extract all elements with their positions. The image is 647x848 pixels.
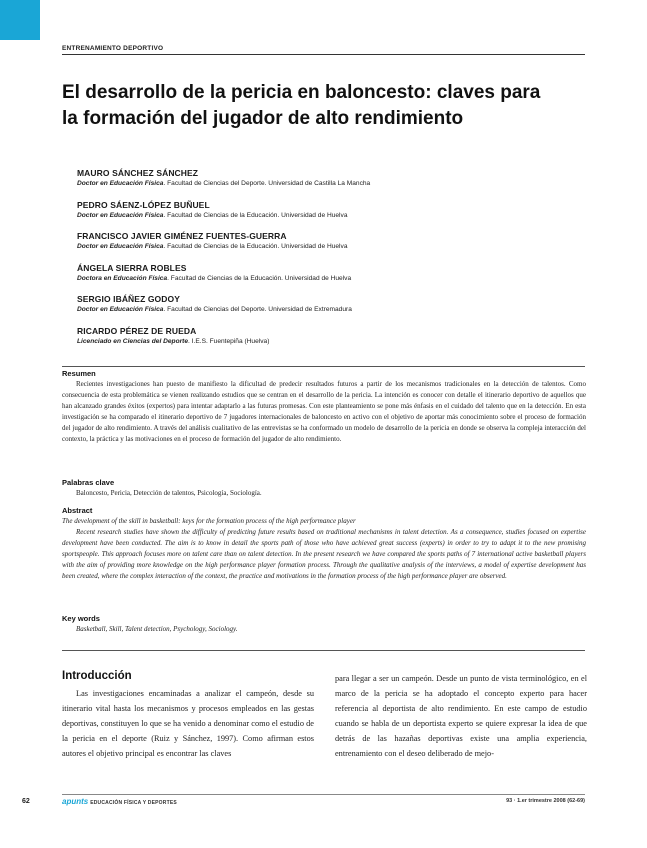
author-name: MAURO SÁNCHEZ SÁNCHEZ [77,168,199,178]
author-institution: . I.E.S. Fuentepiña (Huelva) [188,337,270,345]
author-affiliation [77,211,577,221]
section-label: ENTRENAMIENTO DEPORTIVO [62,45,164,52]
article-title: El desarrollo de la pericia en baloncesto: claves para la formación del jugador de alto rendimiento [62,82,541,129]
author-degree: Doctor en Educación Física [77,306,164,313]
author-entry [77,325,577,357]
author-degree: Licenciado en Ciencias del Deporte [77,337,189,345]
resumen-section [62,369,586,445]
author-institution: . Facultad de Ciencias del Deporte. Universidad de Castilla La Mancha [163,180,371,187]
page-number: 62 [22,798,30,805]
author-list [77,167,577,356]
author-name: FRANCISCO JAVIER GIMÉNEZ FUENTES-GUERRA [77,231,287,241]
author-entry [77,293,577,325]
keywords-heading: Key words [62,614,100,623]
intro-heading: Introducción [62,670,132,682]
footer-rule [62,794,585,795]
author-entry [77,230,577,262]
author-institution: . Facultad de Ciencias del Deporte. Universidad de Extremadura [163,306,352,313]
palabras-clave-heading: Palabras clave [62,478,115,487]
intro-column-right: para llegar a ser un campeón. Desde un punto de vista terminológico, en el marco de la pericia se ha adoptado el concepto experto para hacer referencia al deportista de alto rendimiento. En este campo de estudio cuando se habla de un deportista experto se quiere expresar la idea de que detrás de las hazañas deportivas existe una amplia experiencia, entrenamiento con el deseo deliberado de mejo- [335,674,587,758]
author-entry [77,262,577,294]
intro-column-left: Las investigaciones encaminadas a analizar el campeón, desde su itinerario vital hasta los mecanismos y procesos empleados en las gestas deportivas, constituyen lo que se ha venido a denominar como el estudio de la pericia en el deporte (Ruiz y Sánchez, 1997). Como afirman estos autores el objetivo principal es encontrar las claves [62,689,314,758]
author-degree: Doctor en Educación Física [77,180,164,187]
abstract-top-rule [62,366,585,367]
author-affiliation [77,337,577,347]
author-entry [77,199,577,231]
journal-subtitle: EDUCACIÓN FÍSICA Y DEPORTES [90,800,177,806]
journal-logo: apunts [62,797,89,806]
resumen-body: Recientes investigaciones han puesto de manifiesto la dificultad de predecir resultados futuros a partir de los mecanismos tradicionales en la detección de talentos. Como consecuencia de esta problemática se vienen realizando estudios que se centran en el desarrollo de la pericia. La intención es conocer con detalle el itinerario deportivo de aquellos que han alcanzado grandes éxitos (expertos) para intentar adaptarlo a las futuras promesas. Con este planteamiento se pone más énfasis en el cuidado del talento que en la detección. En esta investigación se ha comparado el itinerario deportivo de 7 jugadores internacionales de baloncesto en activo con el objetivo de aportar más conocimiento sobre el proceso de formación del jugador de alto rendimiento. A través del análisis cualitativo de las entrevistas se ha conformado un modelo de desarrollo de la pericia en donde se observa la compleja interacción del contexto, la práctica y las motivaciones en el proceso de formación del jugador de alto rendimiento. [62,380,586,443]
author-name: RICARDO PÉREZ DE RUEDA [77,325,197,336]
author-name: PEDRO SÁENZ-LÓPEZ BUÑUEL [77,199,210,210]
keywords-section [62,614,586,635]
journal-brand [62,797,177,806]
resumen-heading: Resumen [62,369,96,378]
author-institution: . Facultad de Ciencias de la Educación. Universidad de Huelva [163,211,348,219]
author-affiliation [77,305,577,315]
author-affiliation [77,242,577,252]
author-name: SERGIO IBÁÑEZ GODOY [77,294,180,304]
abstract-heading: Abstract [62,506,93,515]
abstract-bottom-rule [62,650,585,651]
author-institution: . Facultad de Ciencias de la Educación. Universidad de Huelva [167,274,352,282]
palabras-clave-body: Baloncesto, Pericia, Detección de talentos, Psicología, Sociología. [76,489,262,497]
palabras-clave-section [62,478,586,499]
header-rule [62,54,585,55]
author-name: ÁNGELA SIERRA ROBLES [77,262,187,273]
abstract-subtitle: The development of the skill in basketball: keys for the formation process of the high performance player [62,517,356,525]
corner-accent-block [0,0,40,40]
author-degree: Doctora en Educación Física [77,274,168,282]
author-affiliation [77,274,577,284]
abstract-body: Recent research studies have shown the difficulty of predicting future results based on traditional mechanisms in talent detection. As a consequence, studies focused on expertise development have been conducted. The aim is to know in detail the sports path of those who have achieved great success (experts) in order to try to adapt it to the new promising sportspeople. This approach focuses more on talent care than on talent detection. In the present research we have compared the sports paths of 7 international active basketball players with the aim of providing more knowledge on the high performance player formation process. Through the qualitative analysis of the interviews, a model of expertise development has been created, where the complex interaction of the context, the practice and motivations in the formation process of the high performance player are observed. [62,528,586,580]
author-affiliation [77,179,577,189]
keywords-body: Basketball, Skill, Talent detection, Psychology, Sociology. [76,625,238,633]
author-degree: Doctor en Educación Física [77,211,164,219]
author-entry [77,167,577,199]
author-degree: Doctor en Educación Física [77,243,164,250]
author-institution: . Facultad de Ciencias de la Educación. Universidad de Huelva [163,243,348,250]
abstract-section [62,506,586,582]
issue-info: 93 · 1.er trimestre 2008 (62-69) [506,798,585,804]
